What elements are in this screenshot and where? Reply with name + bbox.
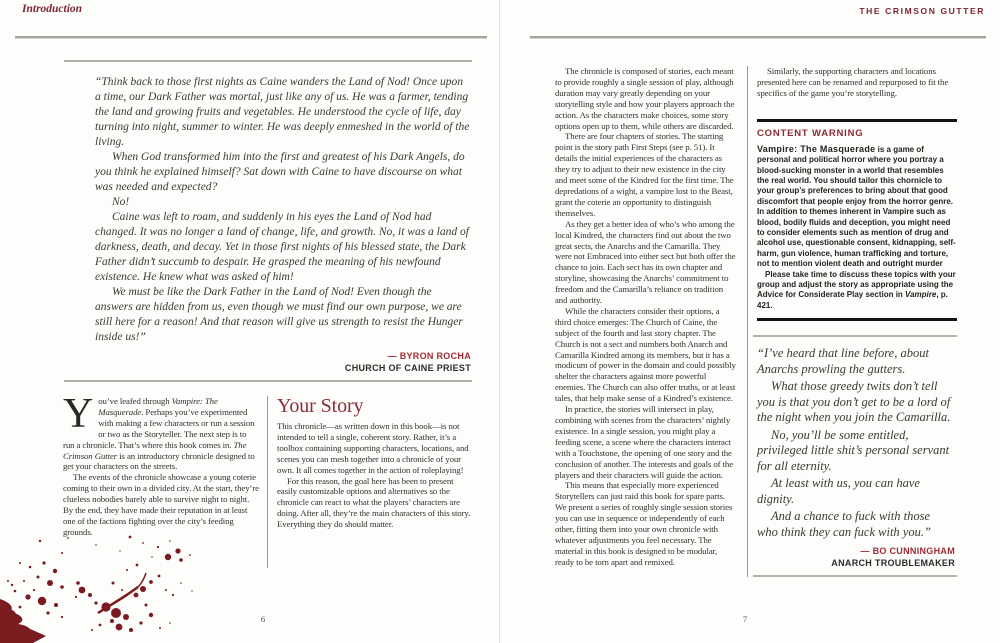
quote-paragraph: When God transformed him into the first and greatest of his Dark Angels, do you think he explained himself? Sat down with Caine to have discourse on what was needed and expected? (95, 151, 465, 193)
body-paragraph: Similarly, the supporting characters and locations presented here can be renamed and repurposed to fit the specifics of the game you’re storytelling. (757, 66, 949, 98)
intro-paragraph: The events of the chronicle showcase a young coterie coming to their own in a divided city. At the start, they’re clueless nobodies barely able to survive night to night. By the end, they have made their reputation in at least one of the factions fighting over the city’s feeding grounds. (63, 472, 259, 537)
page-number-left: 6 (260, 614, 266, 624)
content-warning-paragraph (757, 270, 957, 312)
book-title-italic: The Crimson Gutter (63, 439, 247, 461)
your-story-paragraph: This chronicle—as written down in this book—is not intended to tell a single, coherent story. Rather, it’s a toolbox containing supporting characters, locations, and scenes you can mesh together into a chronicle of your own. It all comes together in the action of roleplaying! (277, 421, 469, 475)
quote-paragraph: Caine was left to roam, and suddenly in his eyes the Land of Nod had changed. It was no longer a land of change, life, and growth. No, it was a land of darkness, death, and decay. Yet in those first nights of his blessed state, the Dark Father didn’t succumb to despair. He grasped the meaning of his newfound existence. He knew what was asked of him! (95, 211, 469, 283)
content-warning-advice: Please take time to discuss these topics with your group and adjust the story as appropriate using the Advice for Considerate Play section in (757, 269, 956, 300)
running-head-book-title: THE CRIMSON GUTTER (859, 6, 985, 16)
content-warning-paragraph (757, 144, 957, 270)
quote-rule-top (753, 335, 957, 337)
book-title-italic: Vampire: The Masquerade (98, 396, 218, 417)
body-paragraph: There are four chapters of stories. The starting point is the story path First Steps (see p. 51). It details the initial experiences of the characters as they try to adjust to their new existence in the city and meet some of the Kindred for the first time. The depredations of a wight, a vampire lost to the Beast, grant the coterie an opportunity to distinguish themselves. (555, 131, 734, 218)
intro-text: is an introductory chronicle designed to get your characters on the streets. (63, 450, 255, 472)
quote-rule-top (64, 60, 472, 62)
content-warning-text (757, 144, 957, 312)
body-paragraph: While the characters consider their options, a third choice emerges: The Church of Caine, the subject of the fourth and last story chapter. The Church is not a sect and numbers both Anarch and Camarilla Kindred among its members, but it has a modicum of power in the domain and could possibly shelter the characters against more powerful enemies. The Church can also offer truths, or at least tales, that help make sense of a Kindred’s existence. (555, 305, 736, 404)
quote-paragraph: No! (112, 196, 130, 208)
closing-quote (757, 346, 957, 540)
quote-rule-bottom (64, 380, 472, 382)
header-rule-right (530, 36, 986, 39)
drop-cap: Y (63, 391, 94, 437)
blood-splatter-decoration (0, 533, 250, 643)
intro-text: . Perhaps you’ve experimented with making a few characters or run a session or two as the Storyteller. The next step is to run a chronicle. That’s where this book comes in. (63, 406, 255, 450)
body-paragraph: This means that especially more experienced Storytellers can just raid this book for spare parts. We present a series of roughly single session stories you can use in sequence or independently of each other, fitting them into your own chronicle with whatever adjustments you feel necessary. The material in this book is designed to be modular, ready to be torn apart and remixed. (555, 480, 733, 567)
page-gutter-divider (499, 0, 500, 643)
attribution-name: — BO CUNNINGHAM (860, 546, 955, 557)
intro-text: ou’ve leafed through (98, 396, 172, 406)
right-column (748, 66, 957, 577)
repurposing-note (757, 66, 957, 99)
content-warning-box (757, 119, 957, 322)
content-warning-advice-end: , p. 421. (757, 290, 948, 310)
section-heading-your-story: Your Story (277, 395, 364, 417)
header-rule-left (15, 36, 487, 39)
content-warning-body: is a game of personal and political horror where you portray a blood-sucking monster in a world that resembles the real world. You should tailor this chornicle to your group’s preferences to bring about that good discomfort that people enjoy from the horror genre. In addition to themes inherent in Vampire such as blood, bodily fluids and deception, you might need to consider elements such as mention of drug and alcohol use, questionable consent, kidnapping, self-harm, gun violence, human trafficking and torture, not to mention violent death and outright murder (757, 144, 956, 269)
body-paragraph: In practice, the stories will intersect in play, combining with scenes from the characters’ nightly existence. In a single session, you might play a feeding scene, a scene where the characters interact with a Touchstone, the opening of one story and the conclusion of another. The interests and goals of the players and their characters will guide the action. (555, 404, 734, 480)
book-title-italic: Vampire (905, 290, 937, 300)
attribution-name: — BYRON ROCHA (387, 351, 471, 361)
quote-paragraph: What those greedy twits don’t tell you is that you don’t get to be a lord of the night when you join the Camarilla. (757, 379, 951, 425)
running-head-introduction: Introduction (22, 3, 83, 15)
your-story-column (268, 396, 473, 568)
content-warning-title: CONTENT WARNING (757, 127, 864, 139)
attribution-title: ANARCH TROUBLEMAKER (831, 557, 955, 568)
attribution-title: CHURCH OF CAINE PRIEST (344, 362, 471, 373)
page-number-right: 7 (742, 614, 748, 624)
quote-paragraph: And a chance to fuck with those who think they can fuck with you.” (757, 509, 931, 539)
opening-quote (95, 75, 471, 345)
quote-paragraph: No, you’ll be some entitled, privileged little shit’s personal servant for all eternity. (757, 427, 950, 473)
chronicle-structure-column (555, 66, 747, 577)
quote-paragraph: “I’ve heard that line before, about Anarchs prowling the gutters. (757, 346, 929, 376)
your-story-paragraph: For this reason, the goal here has been to present easily customizable options and alternatives so the chronicle can react to what the players’ characters are doing. After all, they’re the main characters of this story. Everything they do should matter. (277, 475, 471, 530)
quote-paragraph: We must be like the Dark Father in the Land of Nod! Even though the answers are hidden from us, even though we must find our own purpose, we are still here for a reason! And that reason will give us strength to resist the Hunger inside us!” (95, 286, 463, 343)
page-left-content (63, 60, 473, 568)
game-title-bold: Vampire: The Masquerade (757, 143, 876, 154)
body-paragraph: As they get a better idea of who’s who among the local Kindred, the characters find out about the two great sects, the Anarchs and the Camarilla. They were not Embraced into either sect but both offer the chance to join. Each sect has its own chapter and storyline, showcasing the Anarchs’ commitment to freedom and the Camarilla’s reliance on tradition and authority. (555, 218, 736, 306)
quote-attribution (757, 546, 955, 569)
quote-paragraph: “Think back to those first nights as Caine wanders the Land of Nod! Once upon a time, our Dark Father was mortal, just like any of us. He was a farmer, tending the land and growing fruits and vegetables. He understood the cycle of life, day turning into night, summer to winter. He was deeply enmeshed in the world of the living. (95, 76, 470, 148)
quote-rule-bottom (753, 575, 957, 577)
page-right-content (555, 66, 957, 577)
quote-attribution (63, 351, 471, 374)
intro-paragraph (63, 391, 259, 472)
quote-paragraph: At least with us, you can have dignity. (757, 476, 920, 506)
body-paragraph: The chronicle is composed of stories, each meant to provide roughly a single session of play, although duration may vary greatly depending on your storytelling style and how your players approach the action. As the characters make choices, some story options open up to them, while others are discarded. (555, 66, 735, 131)
